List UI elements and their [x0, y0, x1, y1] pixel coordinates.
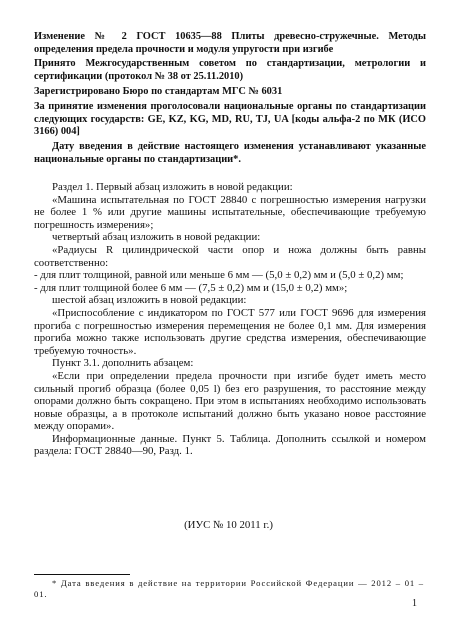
voting-states: За принятие изменения проголосовали национальные органы по стандартизации следующих государств: GE, KZ, KG, MD, RU, TJ, UA [коды альфа-2 по МК (ИСО 3166) 004] [34, 101, 426, 138]
ius-reference: (ИУС № 10 2011 г.) [184, 519, 273, 531]
body-paragraph: шестой абзац изложить в новой редакции: [52, 294, 247, 307]
body-paragraph: «Приспособление с индикатором по ГОСТ 577 или ГОСТ 9696 для измерения прогиба с погрешностью измерения перемещения не более 0,1 мм. Для измерения прогиба можно также использовать другие средства измерения, обеспечивающие требуемую точность». [34, 306, 426, 357]
body-paragraph: - для плит толщиной, равной или меньше 6 мм — (5,0 ± 0,2) мм и (5,0 ± 0,2) мм; [34, 269, 404, 282]
amendment-title: Изменение № 2 ГОСТ 10635—88 Плиты древесно-стружечные. Методы определения предела прочности и модуля упругости при изгибе [34, 31, 426, 55]
registration: Зарегистрировано Бюро по стандартам МГС № 6031 [34, 86, 283, 97]
body-paragraph: «Радиусы R цилиндрической части опор и ножа должны быть равны соответственно: [34, 243, 426, 269]
accepted-by: Принято Межгосударственным советом по стандартизации, метрологии и сертификации (протокол № 38 от 25.11.2010) [34, 58, 426, 82]
effective-date-note: Дату введения в действие настоящего изменения устанавливают указанные национальные органы по стандартизации*. [34, 141, 426, 165]
page-number: 1 [412, 598, 417, 609]
footnote: * Дата введения в действие на территории Российской Федерации — 2012 – 01 – 01. [34, 578, 424, 599]
body-paragraph: - для плит толщиной более 6 мм — (7,5 ± 0,2) мм и (15,0 ± 0,2) мм»; [34, 281, 348, 294]
body-paragraph: «Машина испытательная по ГОСТ 28840 с погрешностью измерения нагрузки не более 1 % или другие машины испытательные, обеспечивающие требуемую погрешность измерения»; [34, 193, 426, 231]
footnote-divider [34, 574, 130, 575]
amendment-body [34, 181, 426, 458]
body-paragraph: Пункт 3.1. дополнить абзацем: [52, 357, 194, 370]
body-paragraph: Информационные данные. Пункт 5. Таблица. Дополнить ссылкой и номером раздела: ГОСТ 28840—90, Разд. 1. [34, 432, 426, 458]
body-paragraph: Раздел 1. Первый абзац изложить в новой редакции: [52, 181, 293, 193]
body-paragraph: четвертый абзац изложить в новой редакции: [52, 231, 261, 244]
body-paragraph: «Если при определении предела прочности при изгибе будет иметь место сильный прогиб образца (более 0,05 l) без его разрушения, то расстояние между опорами должно быть сокращено. При этом в испытаниях необходимо использовать новые образцы, а в протоколе испытаний должно быть указано новое расстояние между опорами». [34, 369, 426, 433]
